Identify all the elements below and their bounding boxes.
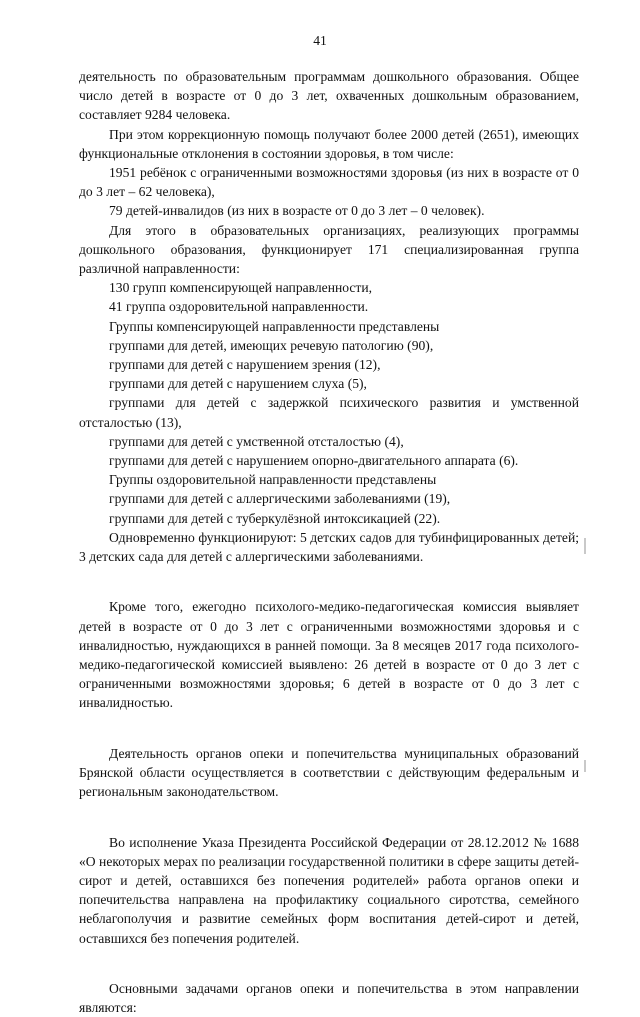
paragraph: При этом коррекционную помощь получают более 2000 детей (2651), имеющих функциональные отклонения в состоянии здоровья, в том числе: (79, 126, 579, 161)
paragraph-gap (79, 815, 579, 819)
list-item: Группы компенсирующей направленности представлены (109, 318, 440, 334)
paragraph: Основными задачами органов опеки и попечительства в этом направлении являются: (79, 981, 579, 1016)
paragraph: Во исполнение Указа Президента Российской Федерации от 28.12.2012 № 1688 «О некоторых мерах по реализации государственной политики в сфере защиты детей-сирот и детей, оставшихся без попечения родителей» работа органов опеки и попечительства направлена на профилактику социального сиротства, семейного неблагополучия и развитие семейных форм воспитания детей-сирот и детей, оставшихся без попечения родителей. (79, 834, 579, 946)
list-item: группами для детей с умственной отсталостью (4), (109, 433, 404, 449)
list-item: группами для детей с аллергическими заболеваниями (19), (109, 491, 451, 507)
scan-margin-mark (584, 760, 586, 772)
page-number: 41 (313, 33, 327, 48)
paragraph-gap (79, 726, 579, 730)
list-item: группами для детей с нарушением опорно-двигательного аппарата (6). (109, 453, 519, 469)
list-item: группами для детей, имеющих речевую патологию (90), (109, 337, 434, 353)
scan-margin-mark (584, 538, 586, 554)
paragraph-gap (79, 580, 579, 584)
paragraph: группами для детей с задержкой психического развития и умственной отсталостью (13), (79, 395, 579, 430)
paragraph-gap (79, 961, 579, 965)
document-body (79, 67, 579, 1017)
paragraph: деятельность по образовательным программам дошкольного образования. Общее число детей в возрасте от 0 до 3 лет, охваченных дошкольным образованием, составляет 9284 человека. (79, 69, 579, 123)
list-item: группами для детей с нарушением слуха (5), (109, 376, 367, 392)
list-item: 79 детей-инвалидов (из них в возрасте от 0 до 3 лет – 0 человек). (109, 203, 485, 219)
paragraph: Кроме того, ежегодно психолого-медико-педагогическая комиссия выявляет детей в возрасте от 0 до 3 лет с ограниченными возможностями здоровья и с инвалидностью, нуждающихся в ранней помощи. За 8 месяцев 2017 года психолого-медико-педагогической комиссией выявлено: 26 детей в возрасте от 0 до 3 лет с ограниченными возможностями здоровья; 6 детей в возрасте от 0 до 3 лет с инвалидностью. (79, 599, 579, 711)
paragraph: Одновременно функционируют: 5 детских садов для тубинфицированных детей; 3 детских сада для детей с аллергическими заболеваниями. (79, 529, 579, 565)
list-item: группами для детей с нарушением зрения (12), (109, 357, 381, 373)
paragraph: 1951 ребёнок с ограниченными возможностями здоровья (из них в возрасте от 0 до 3 лет – 62 человека), (79, 165, 579, 200)
list-item: 41 группа оздоровительной направленности. (109, 299, 369, 315)
list-item: Группы оздоровительной направленности представлены (109, 472, 437, 488)
list-item: 130 групп компенсирующей направленности, (109, 280, 373, 296)
paragraph: Для этого в образовательных организациях, реализующих программы дошкольного образования, функционирует 171 специализированная группа различной направленности: (79, 222, 579, 277)
paragraph: Деятельность органов опеки и попечительства муниципальных образований Брянской области осуществляется в соответствии с действующим федеральным и региональным законодательством. (79, 745, 579, 800)
list-item: группами для детей с туберкулёзной интоксикацией (22). (109, 510, 441, 526)
